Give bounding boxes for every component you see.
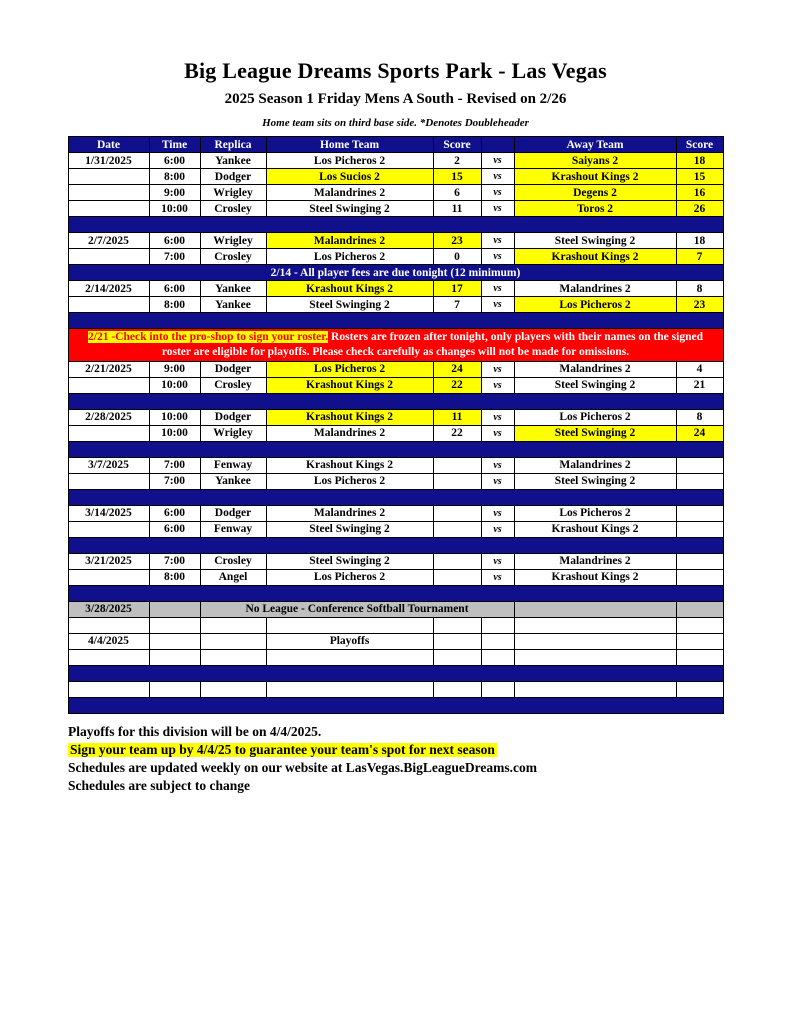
away-score-cell: 15 <box>676 169 723 185</box>
home-team-cell: Malandrines 2 <box>266 505 433 521</box>
vs-cell: vs <box>481 281 514 297</box>
away-score-cell: 21 <box>676 377 723 393</box>
time-cell: 10:00 <box>149 409 200 425</box>
empty-cell <box>676 649 723 665</box>
announcement-row <box>68 265 723 281</box>
empty-cell <box>266 649 433 665</box>
replica-cell: Wrigley <box>200 233 266 249</box>
home-team-cell: Krashout Kings 2 <box>266 457 433 473</box>
time-cell: 8:00 <box>149 569 200 585</box>
separator-bar <box>68 489 723 505</box>
empty-cell <box>149 649 200 665</box>
time-cell: 6:00 <box>149 505 200 521</box>
date-cell <box>68 201 149 217</box>
date-cell: 2/21/2025 <box>68 361 149 377</box>
time-cell: 6:00 <box>149 521 200 537</box>
away-team-cell: Malandrines 2 <box>514 457 676 473</box>
notice-lead: 2/21 -Check into the pro-shop to sign your roster. <box>88 331 329 343</box>
home-team-cell: Los Picheros 2 <box>266 153 433 169</box>
separator-bar <box>68 665 723 681</box>
away-team-cell: Saiyans 2 <box>514 153 676 169</box>
replica-cell: Yankee <box>200 281 266 297</box>
date-cell <box>68 249 149 265</box>
replica-cell: Yankee <box>200 153 266 169</box>
footer-line <box>68 743 723 757</box>
column-header-score: Score <box>433 137 481 153</box>
game-row <box>68 377 723 393</box>
empty-cell <box>266 681 433 697</box>
home-score-cell: 7 <box>433 297 481 313</box>
away-score-cell: 8 <box>676 281 723 297</box>
home-score-cell <box>433 457 481 473</box>
footer-line: Schedules are updated weekly on our website at LasVegas.BigLeagueDreams.com <box>68 759 538 775</box>
replica-cell: Crosley <box>200 201 266 217</box>
game-row <box>68 409 723 425</box>
date-cell: 2/14/2025 <box>68 281 149 297</box>
time-cell: 10:00 <box>149 201 200 217</box>
away-team-cell: Malandrines 2 <box>514 553 676 569</box>
date-cell: 2/7/2025 <box>68 233 149 249</box>
home-score-cell <box>433 569 481 585</box>
away-score-cell: 23 <box>676 297 723 313</box>
away-team-cell: Krashout Kings 2 <box>514 569 676 585</box>
replica-cell: Yankee <box>200 297 266 313</box>
date-cell <box>68 521 149 537</box>
home-score-cell: 0 <box>433 249 481 265</box>
replica-cell: Angel <box>200 569 266 585</box>
home-team-cell: Los Sucios 2 <box>266 169 433 185</box>
away-team-cell: Los Picheros 2 <box>514 297 676 313</box>
empty-cell <box>676 681 723 697</box>
game-row <box>68 521 723 537</box>
time-cell: 7:00 <box>149 553 200 569</box>
away-score-cell <box>676 569 723 585</box>
time-cell: 9:00 <box>149 185 200 201</box>
empty-cell <box>200 649 266 665</box>
vs-cell: vs <box>481 201 514 217</box>
separator-row <box>68 665 723 681</box>
away-team-cell: Los Picheros 2 <box>514 505 676 521</box>
date-cell: 1/31/2025 <box>68 153 149 169</box>
replica-cell: Dodger <box>200 169 266 185</box>
column-header-vs <box>481 137 514 153</box>
game-row <box>68 201 723 217</box>
home-score-cell: 22 <box>433 425 481 441</box>
time-cell: 8:00 <box>149 297 200 313</box>
separator-bar <box>68 441 723 457</box>
empty-cell <box>433 617 481 633</box>
separator-row <box>68 441 723 457</box>
home-score-cell <box>433 553 481 569</box>
date-cell: 3/7/2025 <box>68 457 149 473</box>
home-team-cell: Steel Swinging 2 <box>266 297 433 313</box>
time-cell <box>149 633 200 649</box>
home-team-cell: Krashout Kings 2 <box>266 409 433 425</box>
home-team-note: Home team sits on third base side. *Denotes Doubleheader <box>262 117 529 129</box>
replica-cell: Yankee <box>200 473 266 489</box>
empty-cell <box>481 681 514 697</box>
footer-line: Playoffs for this division will be on 4/4/2025. <box>68 723 322 739</box>
time-cell: 8:00 <box>149 169 200 185</box>
replica-cell: Fenway <box>200 521 266 537</box>
away-team-cell: Steel Swinging 2 <box>514 377 676 393</box>
away-score-cell <box>676 633 723 649</box>
away-score-cell: 24 <box>676 425 723 441</box>
replica-cell: Crosley <box>200 249 266 265</box>
time-cell: 10:00 <box>149 425 200 441</box>
game-row <box>68 505 723 521</box>
away-score-cell: 4 <box>676 361 723 377</box>
home-team-cell: Malandrines 2 <box>266 233 433 249</box>
separator-row <box>68 393 723 409</box>
separator-row <box>68 313 723 329</box>
schedule-table <box>68 136 724 714</box>
game-row <box>68 457 723 473</box>
away-team-cell <box>514 601 676 617</box>
header-row <box>68 137 723 153</box>
replica-cell <box>200 633 266 649</box>
game-row <box>68 249 723 265</box>
game-row <box>68 153 723 169</box>
replica-cell: Wrigley <box>200 185 266 201</box>
away-team-cell: Krashout Kings 2 <box>514 521 676 537</box>
game-row <box>68 569 723 585</box>
date-cell: 3/21/2025 <box>68 553 149 569</box>
vs-cell: vs <box>481 457 514 473</box>
separator-bar <box>68 697 723 713</box>
empty-cell <box>149 681 200 697</box>
vs-cell: vs <box>481 233 514 249</box>
away-score-cell <box>676 457 723 473</box>
away-team-cell: Malandrines 2 <box>514 361 676 377</box>
replica-cell: Dodger <box>200 505 266 521</box>
separator-row <box>68 697 723 713</box>
home-score-cell: 17 <box>433 281 481 297</box>
separator-row <box>68 585 723 601</box>
footer-notes <box>68 725 723 793</box>
replica-cell: Fenway <box>200 457 266 473</box>
empty-cell <box>149 617 200 633</box>
away-score-cell <box>676 473 723 489</box>
separator-row <box>68 489 723 505</box>
empty-cell <box>68 681 149 697</box>
home-score-cell: 22 <box>433 377 481 393</box>
game-row <box>68 233 723 249</box>
vs-cell: vs <box>481 473 514 489</box>
home-score-cell <box>433 505 481 521</box>
vs-cell: vs <box>481 297 514 313</box>
date-cell <box>68 569 149 585</box>
replica-cell: Crosley <box>200 377 266 393</box>
home-team-cell: Krashout Kings 2 <box>266 281 433 297</box>
home-score-cell <box>433 633 481 649</box>
empty-cell <box>514 649 676 665</box>
column-header-away-team: Away Team <box>514 137 676 153</box>
vs-cell: vs <box>481 409 514 425</box>
empty-row <box>68 649 723 665</box>
empty-row <box>68 681 723 697</box>
vs-cell: vs <box>481 553 514 569</box>
home-score-cell: 2 <box>433 153 481 169</box>
time-cell: 6:00 <box>149 153 200 169</box>
column-header-time: Time <box>149 137 200 153</box>
game-row <box>68 425 723 441</box>
separator-bar <box>68 585 723 601</box>
away-team-cell: Steel Swinging 2 <box>514 473 676 489</box>
separator-row <box>68 537 723 553</box>
time-cell: 6:00 <box>149 281 200 297</box>
separator-bar <box>68 313 723 329</box>
announcement-text: 2/14 - All player fees are due tonight (12 minimum) <box>68 265 723 281</box>
separator-bar <box>68 393 723 409</box>
vs-cell: vs <box>481 505 514 521</box>
home-team-cell: Steel Swinging 2 <box>266 521 433 537</box>
column-header-replica: Replica <box>200 137 266 153</box>
empty-cell <box>481 649 514 665</box>
date-cell <box>68 185 149 201</box>
away-team-cell: Steel Swinging 2 <box>514 425 676 441</box>
separator-row <box>68 217 723 233</box>
home-score-cell: 23 <box>433 233 481 249</box>
away-team-cell: Steel Swinging 2 <box>514 233 676 249</box>
empty-cell <box>481 617 514 633</box>
time-cell: 9:00 <box>149 361 200 377</box>
away-team-cell: Krashout Kings 2 <box>514 249 676 265</box>
empty-cell <box>676 617 723 633</box>
empty-cell <box>514 617 676 633</box>
column-header-home-team: Home Team <box>266 137 433 153</box>
home-score-cell <box>433 473 481 489</box>
replica-cell: Crosley <box>200 553 266 569</box>
vs-cell: vs <box>481 185 514 201</box>
date-cell: 2/28/2025 <box>68 409 149 425</box>
home-team-cell: Los Picheros 2 <box>266 361 433 377</box>
home-team-cell: Malandrines 2 <box>266 185 433 201</box>
event-row <box>68 601 723 617</box>
home-score-cell: 15 <box>433 169 481 185</box>
home-team-cell: Los Picheros 2 <box>266 569 433 585</box>
vs-cell: vs <box>481 249 514 265</box>
home-team-cell: Los Picheros 2 <box>266 473 433 489</box>
empty-cell <box>200 681 266 697</box>
separator-bar <box>68 217 723 233</box>
vs-cell: vs <box>481 169 514 185</box>
separator-bar <box>68 537 723 553</box>
date-cell: 3/28/2025 <box>68 601 149 617</box>
vs-cell <box>481 633 514 649</box>
game-row <box>68 169 723 185</box>
away-score-cell: 16 <box>676 185 723 201</box>
vs-cell: vs <box>481 569 514 585</box>
vs-cell: vs <box>481 153 514 169</box>
empty-cell <box>68 649 149 665</box>
home-team-cell: Krashout Kings 2 <box>266 377 433 393</box>
date-cell <box>68 297 149 313</box>
home-score-cell <box>433 521 481 537</box>
away-team-cell: Degens 2 <box>514 185 676 201</box>
away-score-cell <box>676 505 723 521</box>
empty-cell <box>68 617 149 633</box>
replica-cell: Dodger <box>200 361 266 377</box>
game-row <box>68 281 723 297</box>
date-cell: 3/14/2025 <box>68 505 149 521</box>
vs-cell: vs <box>481 361 514 377</box>
schedule-table-body <box>68 153 723 714</box>
away-score-cell: 26 <box>676 201 723 217</box>
game-row <box>68 633 723 649</box>
empty-row <box>68 617 723 633</box>
game-row <box>68 361 723 377</box>
empty-cell <box>433 681 481 697</box>
date-cell <box>68 169 149 185</box>
home-score-cell: 24 <box>433 361 481 377</box>
away-score-cell <box>676 601 723 617</box>
roster-notice-row <box>68 329 723 362</box>
away-score-cell: 7 <box>676 249 723 265</box>
empty-cell <box>514 681 676 697</box>
time-cell: 7:00 <box>149 473 200 489</box>
away-score-cell: 18 <box>676 233 723 249</box>
empty-cell <box>266 617 433 633</box>
away-score-cell <box>676 521 723 537</box>
away-score-cell <box>676 553 723 569</box>
game-row <box>68 297 723 313</box>
away-team-cell: Malandrines 2 <box>514 281 676 297</box>
time-cell: 10:00 <box>149 377 200 393</box>
away-team-cell: Toros 2 <box>514 201 676 217</box>
home-team-cell: Steel Swinging 2 <box>266 553 433 569</box>
replica-cell: Wrigley <box>200 425 266 441</box>
column-header-date: Date <box>68 137 149 153</box>
vs-cell: vs <box>481 521 514 537</box>
roster-notice-text <box>68 329 723 362</box>
time-cell: 7:00 <box>149 457 200 473</box>
game-row <box>68 553 723 569</box>
highlighted-footer-text: Sign your team up by 4/4/25 to guarantee your team's spot for next season <box>70 741 495 757</box>
empty-cell <box>200 617 266 633</box>
home-team-cell: Los Picheros 2 <box>266 249 433 265</box>
away-score-cell: 18 <box>676 153 723 169</box>
home-score-cell: 11 <box>433 409 481 425</box>
game-row <box>68 473 723 489</box>
time-cell: 7:00 <box>149 249 200 265</box>
home-score-cell: 6 <box>433 185 481 201</box>
empty-cell <box>433 649 481 665</box>
vs-cell: vs <box>481 377 514 393</box>
vs-cell: vs <box>481 425 514 441</box>
home-score-cell: 11 <box>433 201 481 217</box>
page-subtitle: 2025 Season 1 Friday Mens A South - Revised on 2/26 <box>224 91 567 107</box>
page-title: Big League Dreams Sports Park - Las Vegas <box>184 58 607 83</box>
game-row <box>68 185 723 201</box>
date-cell <box>68 473 149 489</box>
date-cell: 4/4/2025 <box>68 633 149 649</box>
home-team-cell: Steel Swinging 2 <box>266 201 433 217</box>
schedule-table-head <box>68 137 723 153</box>
away-team-cell: Krashout Kings 2 <box>514 169 676 185</box>
time-cell <box>149 601 200 617</box>
event-text: No League - Conference Softball Tournament <box>200 601 514 617</box>
column-header-score: Score <box>676 137 723 153</box>
date-cell <box>68 377 149 393</box>
away-score-cell: 8 <box>676 409 723 425</box>
date-cell <box>68 425 149 441</box>
away-team-cell <box>514 633 676 649</box>
replica-cell: Dodger <box>200 409 266 425</box>
home-team-cell: Playoffs <box>266 633 433 649</box>
footer-line: Schedules are subject to change <box>68 777 250 793</box>
away-team-cell: Los Picheros 2 <box>514 409 676 425</box>
notice-rest: Rosters are frozen after tonight, only players with their names on the signed roster are eligible for playoffs. Please check carefully as changes will not be made for omissions. <box>161 331 703 358</box>
home-team-cell: Malandrines 2 <box>266 425 433 441</box>
time-cell: 6:00 <box>149 233 200 249</box>
